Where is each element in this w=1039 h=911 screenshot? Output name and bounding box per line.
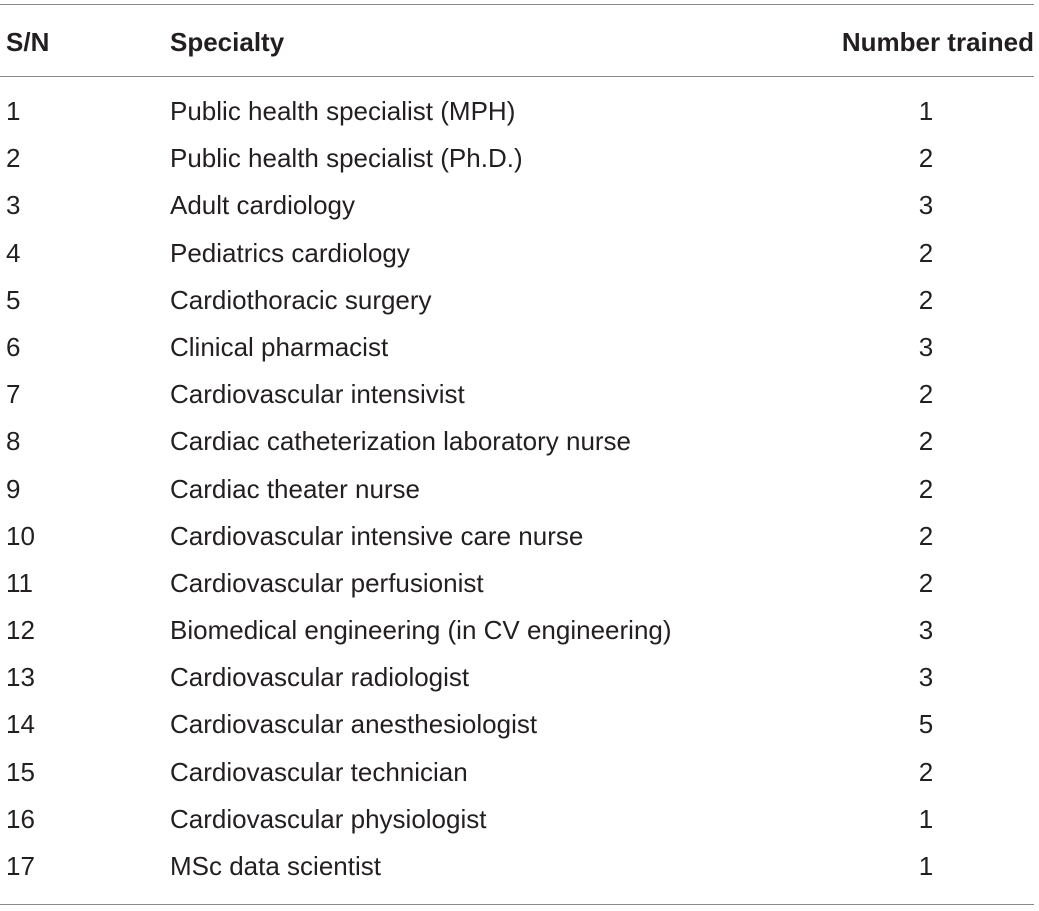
table-row xyxy=(0,749,1034,796)
table-row xyxy=(0,371,1034,418)
cell-sn: 16 xyxy=(6,803,35,834)
cell-number-trained: 2 xyxy=(918,284,934,315)
header-number-trained: Number trained xyxy=(841,27,1034,57)
cell-specialty: Clinical pharmacist xyxy=(170,331,389,362)
cell-specialty: Cardiovascular technician xyxy=(170,756,468,787)
cell-number-trained: 2 xyxy=(918,567,934,598)
cell-sn: 1 xyxy=(6,96,21,126)
table-row xyxy=(0,88,1034,135)
cell-sn: 12 xyxy=(6,615,35,646)
cell-specialty: Cardiovascular anesthesiologist xyxy=(170,709,538,740)
table-row xyxy=(0,324,1034,371)
cell-number-trained: 1 xyxy=(918,803,934,834)
cell-sn: 5 xyxy=(6,284,21,315)
cell-specialty: Public health specialist (MPH) xyxy=(170,96,516,126)
table-row xyxy=(0,607,1034,654)
cell-number-trained: 3 xyxy=(918,662,934,693)
cell-specialty: Cardiac theater nurse xyxy=(170,473,421,504)
cell-number-trained: 3 xyxy=(918,190,934,221)
table-row xyxy=(0,513,1034,560)
cell-number-trained: 2 xyxy=(918,520,934,551)
cell-specialty: Cardiothoracic surgery xyxy=(170,284,432,315)
table-row xyxy=(0,560,1034,607)
table-header-row xyxy=(0,22,1034,62)
cell-number-trained: 2 xyxy=(918,143,934,174)
cell-sn: 8 xyxy=(6,426,21,457)
cell-specialty: Cardiovascular perfusionist xyxy=(170,567,484,598)
cell-specialty: Biomedical engineering (in CV engineering) xyxy=(170,615,672,646)
table-row xyxy=(0,277,1034,324)
header-specialty: Specialty xyxy=(170,27,285,57)
table-top-rule xyxy=(0,4,1034,5)
table-row xyxy=(0,135,1034,182)
table-row xyxy=(0,418,1034,465)
cell-sn: 11 xyxy=(6,567,33,598)
cell-sn: 6 xyxy=(6,331,21,362)
table-bottom-rule xyxy=(0,904,1034,905)
cell-sn: 3 xyxy=(6,190,21,221)
cell-sn: 7 xyxy=(6,379,21,410)
cell-sn: 4 xyxy=(6,237,21,268)
cell-sn: 2 xyxy=(6,143,21,174)
cell-number-trained: 2 xyxy=(918,379,934,410)
table-row xyxy=(0,182,1034,229)
cell-specialty: Cardiac catheterization laboratory nurse xyxy=(170,426,632,457)
cell-specialty: Pediatrics cardiology xyxy=(170,237,410,268)
table-body xyxy=(0,88,1034,890)
cell-specialty: Cardiovascular intensivist xyxy=(170,379,465,410)
cell-specialty: Cardiovascular radiologist xyxy=(170,662,470,693)
cell-number-trained: 3 xyxy=(918,331,934,362)
table-row xyxy=(0,466,1034,513)
cell-specialty: Adult cardiology xyxy=(170,190,355,221)
table-row xyxy=(0,796,1034,843)
cell-number-trained: 5 xyxy=(918,709,934,740)
cell-specialty: Cardiovascular intensive care nurse xyxy=(170,520,584,551)
cell-number-trained: 3 xyxy=(918,615,934,646)
cell-number-trained: 2 xyxy=(918,756,934,787)
cell-specialty: MSc data scientist xyxy=(170,851,381,881)
cell-sn: 14 xyxy=(6,709,35,740)
cell-sn: 13 xyxy=(6,662,35,693)
cell-number-trained: 2 xyxy=(918,473,934,504)
cell-number-trained: 2 xyxy=(918,426,934,457)
table-row xyxy=(0,701,1034,748)
cell-sn: 15 xyxy=(6,756,35,787)
cell-number-trained: 2 xyxy=(918,237,934,268)
table-row xyxy=(0,654,1034,701)
cell-specialty: Cardiovascular physiologist xyxy=(170,803,487,834)
cell-sn: 17 xyxy=(6,851,35,881)
cell-sn: 9 xyxy=(6,473,21,504)
cell-specialty: Public health specialist (Ph.D.) xyxy=(170,143,523,174)
table-row xyxy=(0,843,1034,890)
cell-number-trained: 1 xyxy=(918,851,934,881)
header-sn: S/N xyxy=(6,27,50,57)
table-header-rule xyxy=(0,76,1034,77)
table-row xyxy=(0,230,1034,277)
cell-number-trained: 1 xyxy=(918,96,934,126)
cell-sn: 10 xyxy=(6,520,35,551)
